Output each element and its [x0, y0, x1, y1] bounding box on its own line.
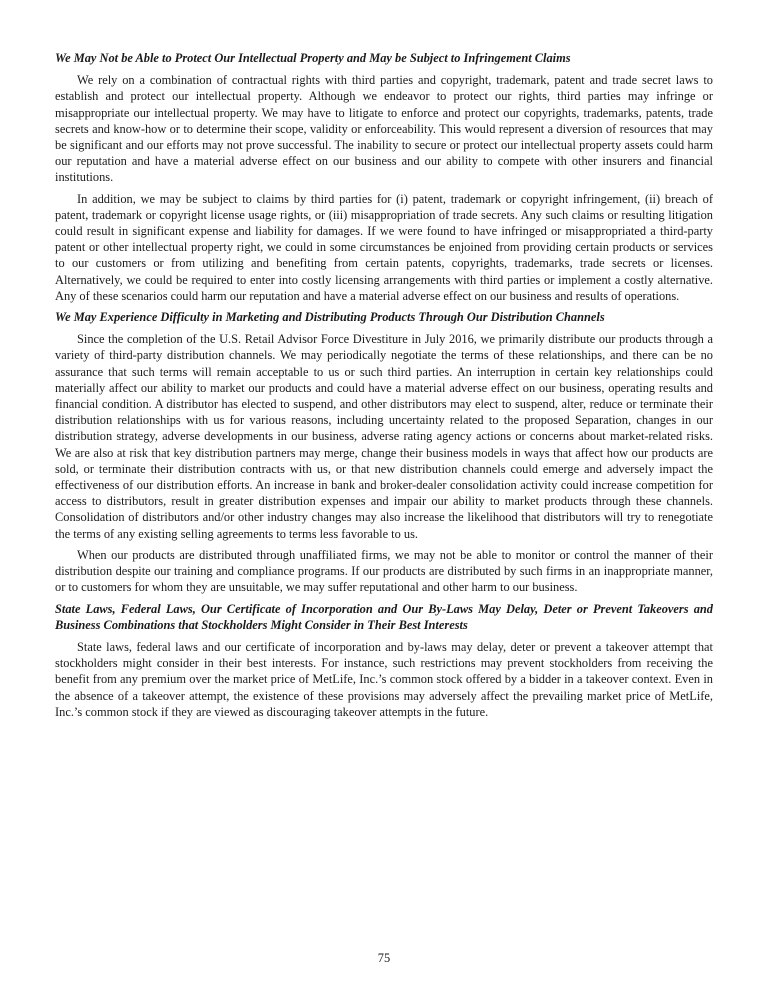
section-paragraph: In addition, we may be subject to claims by third parties for (i) patent, trademark or copyright infringement, (ii) breach of patent, trademark or copyright license usage rights, or (iii) misappropriation of trade secrets. Any such claims or resulting litigation could result in significant expense and liability for damages. If we were found to have infringed or misappropriated a third-party patent or other intellectual property right, we could in some circumstances be enjoined from providing certain products or services to our customers or from utilizing and benefiting from certain patents, copyrights, trademarks, trade secrets or licenses. Alternatively, we could be required to enter into costly licensing arrangements with third parties or implement a costly alternative. Any of these scenarios could harm our reputation and have a material adverse effect on our business and results of operations.: [55, 191, 713, 303]
section-distribution-channels: [55, 309, 713, 595]
section-paragraph: Since the completion of the U.S. Retail Advisor Force Divestiture in July 2016, we primarily distribute our products through a variety of third-party distribution channels. We may periodically negotiate the terms of these relationships, and there can be no assurance that such terms will remain acceptable to us or such third parties. An interruption in certain key relationships could materially affect our ability to market our products and could have a material adverse effect on our business, operating results and financial condition. A distributor has elected to suspend, and other distributors may elect to suspend, alter, reduce or terminate their distribution relationships with us for various reasons, including uncertainty related to the proposed Separation, changes in our distribution strategy, adverse developments in our business, adverse rating agency actions or concerns about market-related risks. We are also at risk that key distribution partners may merge, change their business models in ways that affect how our products are sold, or terminate their distribution contracts with us, or that new distribution channels could emerge and adversely impact the effectiveness of our distribution efforts. An increase in bank and broker-dealer consolidation activity could increase competition for access to distributors, result in greater distribution expenses and impair our ability to market products through these channels. Consolidation of distributors and/or other industry changes may also increase the likelihood that distributors will try to renegotiate the terms of any existing selling agreements to terms less favorable to us.: [55, 332, 713, 541]
section-paragraph: State laws, federal laws and our certificate of incorporation and by-laws may delay, deter or prevent a takeover attempt that stockholders might consider in their best interests. For instance, such restrictions may prevent stockholders from receiving the benefit from any premium over the market price of MetLife, Inc.’s common stock offered by a bidder in a takeover context. Even in the absence of a takeover attempt, the existence of these provisions may adversely affect the prevailing market price of MetLife, Inc.’s common stock if they are viewed as discouraging takeover attempts in the future.: [55, 639, 713, 719]
section-intellectual-property: [55, 50, 713, 304]
section-heading: State Laws, Federal Laws, Our Certificate of Incorporation and Our By-Laws May Delay, Deter or Prevent Takeovers and Business Combinations that Stockholders Might Consider in Their Best Interests: [55, 601, 713, 632]
section-paragraph: When our products are distributed through unaffiliated firms, we may not be able to monitor or control the manner of their distribution despite our training and compliance programs. If our products are distributed by such firms in an inappropriate manner, or to customers for whom they are unsuitable, we may suffer reputational and other harm to our business.: [55, 547, 713, 595]
section-heading: We May Experience Difficulty in Marketing and Distributing Products Through Our Distribution Channels: [55, 310, 605, 325]
section-paragraph: We rely on a combination of contractual rights with third parties and copyright, trademark, patent and trade secret laws to establish and protect our intellectual property. Although we endeavor to protect our rights, third parties may infringe or misappropriate our intellectual property. We may have to litigate to enforce and protect our copyrights, trademarks, patents, trade secrets and know-how or to determine their scope, validity or enforceability. This would represent a diversion of resources that may be significant and our efforts may not prove successful. The inability to secure or protect our intellectual property assets could harm our reputation and have a material adverse effect on our business and our ability to compete with other insurers and financial institutions.: [55, 73, 713, 185]
page-number: 75: [377, 951, 391, 965]
section-heading: We May Not be Able to Protect Our Intellectual Property and May be Subject to Infringement Claims: [55, 51, 571, 65]
document-body: [55, 50, 713, 725]
section-takeover-provisions: [55, 601, 713, 720]
